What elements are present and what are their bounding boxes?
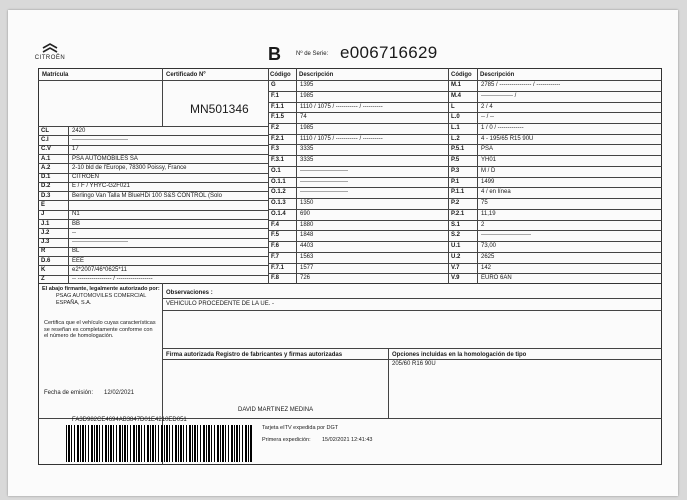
left-row-code: D.1 xyxy=(41,174,51,181)
mid-row-code: O.1.1 xyxy=(271,178,286,185)
right-row-code: P.2.1 xyxy=(451,210,465,217)
serie-number: e006716629 xyxy=(340,43,438,62)
right-row-code: L.0 xyxy=(451,114,460,121)
left-row-value: PSA AUTOMOBILES SA xyxy=(72,155,138,162)
mid-row-code: F.8 xyxy=(271,275,280,282)
document-type: B xyxy=(268,44,281,64)
right-row-value: 2785 / ---------------- / ------------ xyxy=(481,82,561,88)
right-row-code: P.2 xyxy=(451,200,460,207)
right-row-code: U.2 xyxy=(451,253,461,260)
row-line xyxy=(38,200,268,201)
left-row-value: N1 xyxy=(72,211,80,218)
row-line xyxy=(268,80,448,81)
mid-header-desc: Descripción xyxy=(299,72,334,78)
certificado-label: Certificado Nº xyxy=(166,72,206,78)
mid-row-code: F.5 xyxy=(271,232,280,239)
mid-row-code: F.2 xyxy=(271,124,280,131)
firmante-nombre: DAVID MARTINEZ MEDINA xyxy=(238,407,314,413)
firma-label: Firma autorizada Registro de fabricantes y firmas autorizadas xyxy=(166,352,343,358)
barcode xyxy=(66,425,252,462)
left-row-value: -- xyxy=(72,229,76,236)
emision-label: Fecha de emisión: xyxy=(44,390,94,396)
right-row-code: L xyxy=(451,103,455,110)
right-row-value: 1499 xyxy=(481,178,495,185)
mid-row-value: 3335 xyxy=(300,157,314,164)
right-row-value: ------------------------- xyxy=(481,232,531,239)
row-line xyxy=(268,198,448,199)
left-row-code: K xyxy=(41,267,46,273)
mid-row-value: 1350 xyxy=(300,200,314,207)
mid-row-value: 4403 xyxy=(300,243,314,250)
observaciones-label: Observaciones : xyxy=(166,290,213,296)
citroen-logo xyxy=(30,42,70,61)
mid-row-code: F.2.1 xyxy=(271,135,285,142)
right-row-code: L.1 xyxy=(451,124,460,131)
right-row-code: L.2 xyxy=(451,135,460,142)
row-line xyxy=(268,263,448,264)
left-row-code: D.3 xyxy=(41,192,51,199)
left-row-value: -- ----------------- / ------------------ xyxy=(72,276,153,283)
row-line xyxy=(268,187,448,188)
brand-name: CITROËN xyxy=(34,55,66,61)
mid-row-code: O.1.3 xyxy=(271,200,286,207)
left-row-value: E / F / YHYC-G2F021 xyxy=(72,183,130,190)
left-row-value: CITROEN xyxy=(72,174,99,181)
mid-row-value: 1848 xyxy=(300,232,314,239)
right-row-code: U.1 xyxy=(451,243,461,250)
expedicion-date: 15/02/2021 12:41:43 xyxy=(322,437,373,443)
right-row-value: ---------------- / xyxy=(481,92,517,99)
left-row-code: A.1 xyxy=(41,155,51,162)
right-row-code: V.7 xyxy=(451,264,460,271)
left-row-code: R xyxy=(41,248,46,255)
mid-row-code: F.4 xyxy=(271,221,280,228)
mid-row-value: 1985 xyxy=(300,92,314,99)
right-row-code: M.4 xyxy=(451,92,462,99)
certificado-number: MN501346 xyxy=(190,102,249,116)
mid-row-code: G xyxy=(271,82,276,88)
observaciones-value: VEHICULO PROCEDENTE DE LA UE. - xyxy=(166,301,275,307)
right-row-code: M.1 xyxy=(451,82,462,88)
mid-header-code: Código xyxy=(270,72,291,78)
mid-row-value: 690 xyxy=(300,210,311,217)
row-line xyxy=(268,230,448,231)
barcode-text: FA3D982CE4694AB3847D01E4210ED051 xyxy=(72,417,187,423)
row-line xyxy=(268,273,448,274)
row-line xyxy=(268,123,448,124)
matricula-label: Matrícula xyxy=(42,72,69,78)
right-row-code: S.2 xyxy=(451,232,461,239)
left-row-code: C.I xyxy=(41,136,49,143)
certifica-text: Certifica que el vehículo cuyas características se reseñan es completamente conforme con el número de homologación. xyxy=(44,320,156,339)
mid-row-value: 1985 xyxy=(300,124,314,131)
mid-row-code: F.6 xyxy=(271,243,280,250)
left-row-value: ---------------------------- xyxy=(72,136,128,143)
mid-row-value: 3335 xyxy=(300,146,314,153)
right-row-value: YH01 xyxy=(481,157,497,164)
left-row-value: 17 xyxy=(72,146,79,153)
mid-row-value: 74 xyxy=(300,114,307,121)
tarjeta-text: Tarjeta eITV expedida por DGT xyxy=(262,425,339,431)
left-row-code: CL xyxy=(41,127,49,134)
mid-row-code: F.3 xyxy=(271,146,280,153)
left-row-code: J.1 xyxy=(41,220,50,227)
mid-row-value: 1110 / 1075 / ----------- / ---------- xyxy=(300,135,383,142)
right-row-value: EURO 6AN xyxy=(481,275,512,282)
left-row-value: 2420 xyxy=(72,127,86,134)
mid-row-code: F.3.1 xyxy=(271,157,285,164)
mid-row-value: ------------------------ xyxy=(300,189,348,196)
mid-row-code: F.1.1 xyxy=(271,103,285,110)
right-row-value: 75 xyxy=(481,200,488,207)
row-line xyxy=(268,209,448,210)
right-row-value: 2625 xyxy=(481,253,495,260)
row-line xyxy=(268,220,448,221)
mid-row-value: ------------------------ xyxy=(300,178,348,185)
mid-row-code: O.1.2 xyxy=(271,189,286,196)
left-row-value: 2-10 bld de l'Europe, 78300 Poissy, France xyxy=(72,164,187,171)
row-line xyxy=(268,144,448,145)
row-line xyxy=(268,241,448,242)
mid-row-code: O.1.4 xyxy=(271,210,286,217)
right-row-code: P.5.1 xyxy=(451,146,465,153)
right-row-value: 4 - 195/65 R15 90U xyxy=(481,135,534,142)
mid-row-code: F.7 xyxy=(271,253,280,260)
right-row-code: P.5 xyxy=(451,157,460,164)
right-row-value: PSA xyxy=(481,146,494,153)
right-row-value: 11,19 xyxy=(481,210,496,217)
row-line xyxy=(268,177,448,178)
right-row-value: 73,00 xyxy=(481,243,497,250)
right-row-value: 142 xyxy=(481,264,492,271)
right-row-code: S.1 xyxy=(451,221,461,228)
right-row-value: M / D xyxy=(481,167,496,174)
opciones-label: Opciones incluidas en la homologación de tipo xyxy=(392,352,527,358)
firmante-label: El abajo firmante, legalmente autorizado por: xyxy=(42,286,160,292)
right-row-value: 4 / en línea xyxy=(481,189,511,196)
right-header-code: Código xyxy=(451,72,472,78)
row-line xyxy=(268,91,448,92)
mid-row-value: 726 xyxy=(300,275,311,282)
firmante-company: PSAG AUTOMOVILES COMERCIAL ESPAÑA, S.A. xyxy=(56,293,147,306)
mid-row-value: 1880 xyxy=(300,221,314,228)
left-row-code: D.2 xyxy=(41,183,51,190)
chevrons-icon xyxy=(42,42,58,54)
serie-label: Nº de Serie: xyxy=(296,51,329,57)
left-row-code: E xyxy=(41,202,46,208)
mid-row-value: ------------------------ xyxy=(300,167,348,174)
mid-row-value: 1577 xyxy=(300,264,314,271)
row-line xyxy=(268,166,448,167)
mid-row-code: F.7.1 xyxy=(271,264,285,271)
left-row-value: ---------------------------- xyxy=(72,239,128,246)
left-row-code: J xyxy=(41,211,45,218)
right-row-code: V.9 xyxy=(451,275,460,282)
right-row-value: -- / -- xyxy=(481,114,494,121)
mid-row-code: O.1 xyxy=(271,167,281,174)
expedicion-label: Primera expedición: xyxy=(262,437,311,443)
left-row-code: J.2 xyxy=(41,229,50,236)
right-header-desc: Descripción xyxy=(480,72,515,78)
left-row-code: C.V xyxy=(41,146,52,153)
left-row-value: BL xyxy=(72,248,80,255)
row-line xyxy=(268,112,448,113)
mid-row-value: 1563 xyxy=(300,253,314,260)
mid-row-value: 1110 / 1075 / ----------- / ---------- xyxy=(300,103,383,110)
right-row-value: 1 / 0 / ------------- xyxy=(481,124,524,131)
row-line xyxy=(268,252,448,253)
opciones-value: 205/60 R16 90U xyxy=(392,361,436,367)
right-row-code: P.1.1 xyxy=(451,189,465,196)
right-row-value: 2 / 4 xyxy=(481,103,493,110)
mid-row-code: F.1 xyxy=(271,92,280,99)
left-row-value: Berlingo Van Talla M BlueHDi 100 S&S CONTROL (Solo xyxy=(72,192,222,199)
emision-date: 12/02/2021 xyxy=(104,390,135,396)
left-row-code: D.6 xyxy=(41,257,51,264)
mid-row-code: F.1.5 xyxy=(271,114,285,121)
mid-row-value: 1395 xyxy=(300,82,314,88)
left-row-value: EEE xyxy=(72,257,85,264)
left-row-code: Z xyxy=(41,276,45,283)
row-line xyxy=(268,155,448,156)
right-row-value: 2 xyxy=(481,221,485,228)
left-row-value: BB xyxy=(72,220,81,227)
left-row-value: e2*2007/46*0625*11 xyxy=(72,267,127,273)
right-row-code: P.1 xyxy=(451,178,460,185)
left-row-code: A.2 xyxy=(41,164,51,171)
right-row-code: P.3 xyxy=(451,167,460,174)
left-row-code: J.3 xyxy=(41,239,50,246)
